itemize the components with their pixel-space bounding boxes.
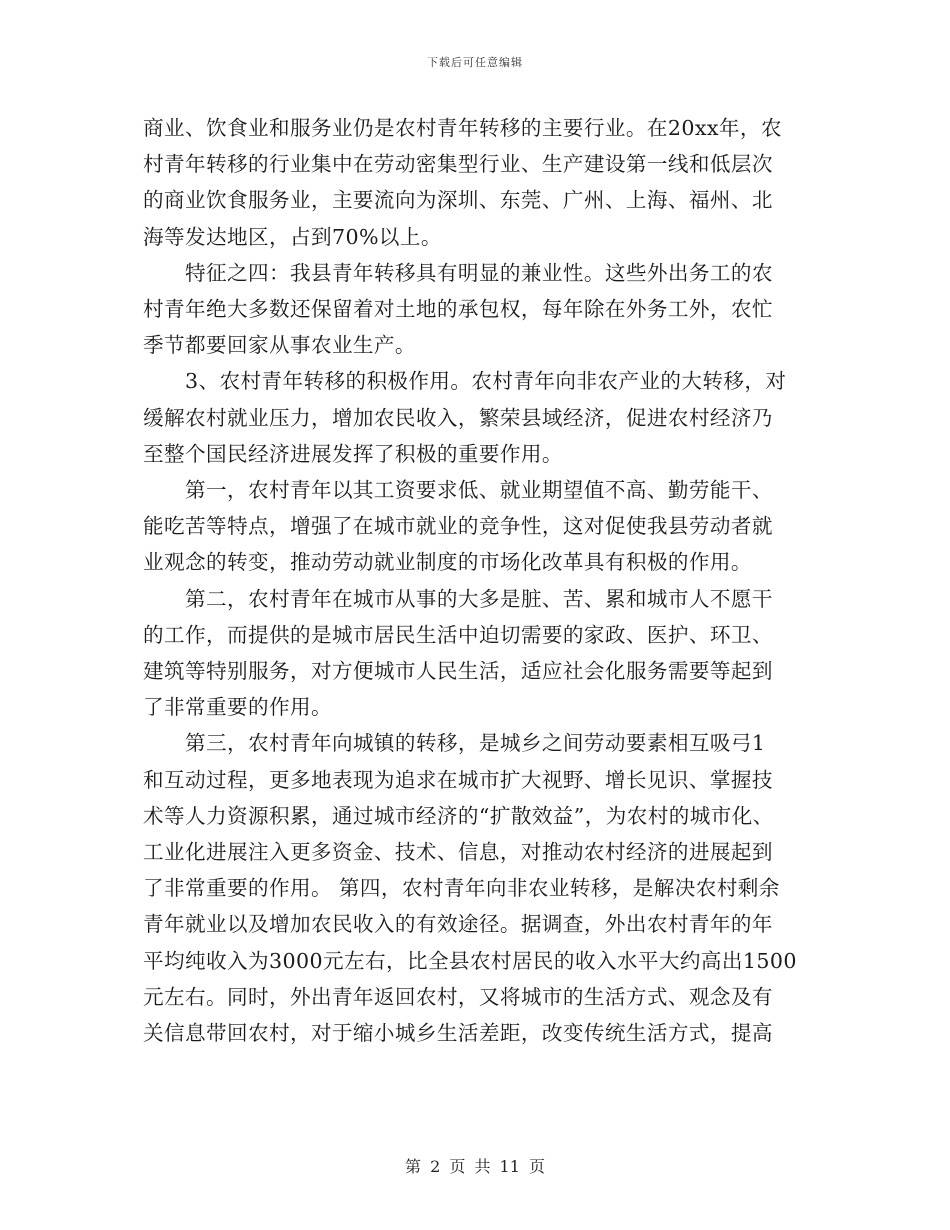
text-line: 特征之四：我县青年转移具有明显的兼业性。这些外出务工的农 xyxy=(143,260,773,285)
text-line: 第一，农村青年以其工资要求低、就业期望值不高、勤劳能干、 xyxy=(143,478,773,503)
text-line: 商业、饮食业和服务业仍是农村青年转移的主要行业。在20xx年，农 xyxy=(143,116,782,140)
text-line: 第三，农村青年向城镇的转移，是城乡之间劳动要素相互吸弓1 xyxy=(143,731,766,756)
text-line: 3、农村青年转移的积极作用。农村青年向非农产业的大转移，对 xyxy=(143,369,787,394)
text-line: 至整个国民经济进展发挥了积极的重要作用。 xyxy=(143,441,563,466)
text-line: 关信息带回农村，对于缩小城乡生活差距，改变传统生活方式，提高 xyxy=(143,1021,773,1046)
text-line: 海等发达地区，占到70%以上。 xyxy=(143,224,442,249)
text-line: 了非常重要的作用。 xyxy=(143,695,332,720)
text-line: 术等人力资源积累，通过城市经济的“扩散效益”，为农村的城市化、 xyxy=(143,803,774,828)
text-line: 能吃苦等特点，增强了在城市就业的竞争性，这对促使我县劳动者就 xyxy=(143,514,773,539)
text-line: 第二，农村青年在城市从事的大多是脏、苦、累和城市人不愿干 xyxy=(143,586,773,611)
document-body xyxy=(143,110,807,1051)
text-line: 了非常重要的作用。 第四，农村青年向非农业转移，是解决农村剩余 xyxy=(143,876,780,901)
text-line: 缓解农村就业压力，增加农民收入，繁荣县域经济，促进农村经济乃 xyxy=(143,405,773,430)
text-line: 季节都要回家从事农业生产。 xyxy=(143,333,416,358)
body-text xyxy=(143,110,807,1051)
text-line: 和互动过程，更多地表现为追求在城市扩大视野、增长见识、掌握技 xyxy=(143,767,773,792)
page-header-note: 下载后可任意编辑 xyxy=(427,56,523,69)
text-line: 业观念的转变，推动劳动就业制度的市场化改革具有积极的作用。 xyxy=(143,550,752,575)
page-number: 第 2 页 共 11 页 xyxy=(405,1157,545,1176)
text-line: 村青年转移的行业集中在劳动密集型行业、生产建设第一线和低层次 xyxy=(143,152,773,177)
text-line: 工业化进展注入更多资金、技术、信息，对推动农村经济的进展起到 xyxy=(143,840,773,865)
text-line: 的工作，而提供的是城市居民生活中迫切需要的家政、医护、环卫、 xyxy=(143,622,773,647)
text-line: 青年就业以及增加农民收入的有效途径。据调查，外出农村青年的年 xyxy=(143,912,773,937)
text-line: 元左右。同时，外出青年返回农村，又将城市的生活方式、观念及有 xyxy=(143,984,773,1009)
text-line: 的商业饮食服务业，主要流向为深圳、东莞、广州、上海、福州、北 xyxy=(143,188,773,213)
text-line: 村青年绝大多数还保留着对土地的承包权，每年除在外务工外，农忙 xyxy=(143,297,773,322)
text-line: 建筑等特别服务，对方便城市人民生活，适应社会化服务需要等起到 xyxy=(143,659,773,684)
text-line: 平均纯收入为3000元左右，比全县农村居民的收入水平大约高出1500 xyxy=(143,948,797,973)
